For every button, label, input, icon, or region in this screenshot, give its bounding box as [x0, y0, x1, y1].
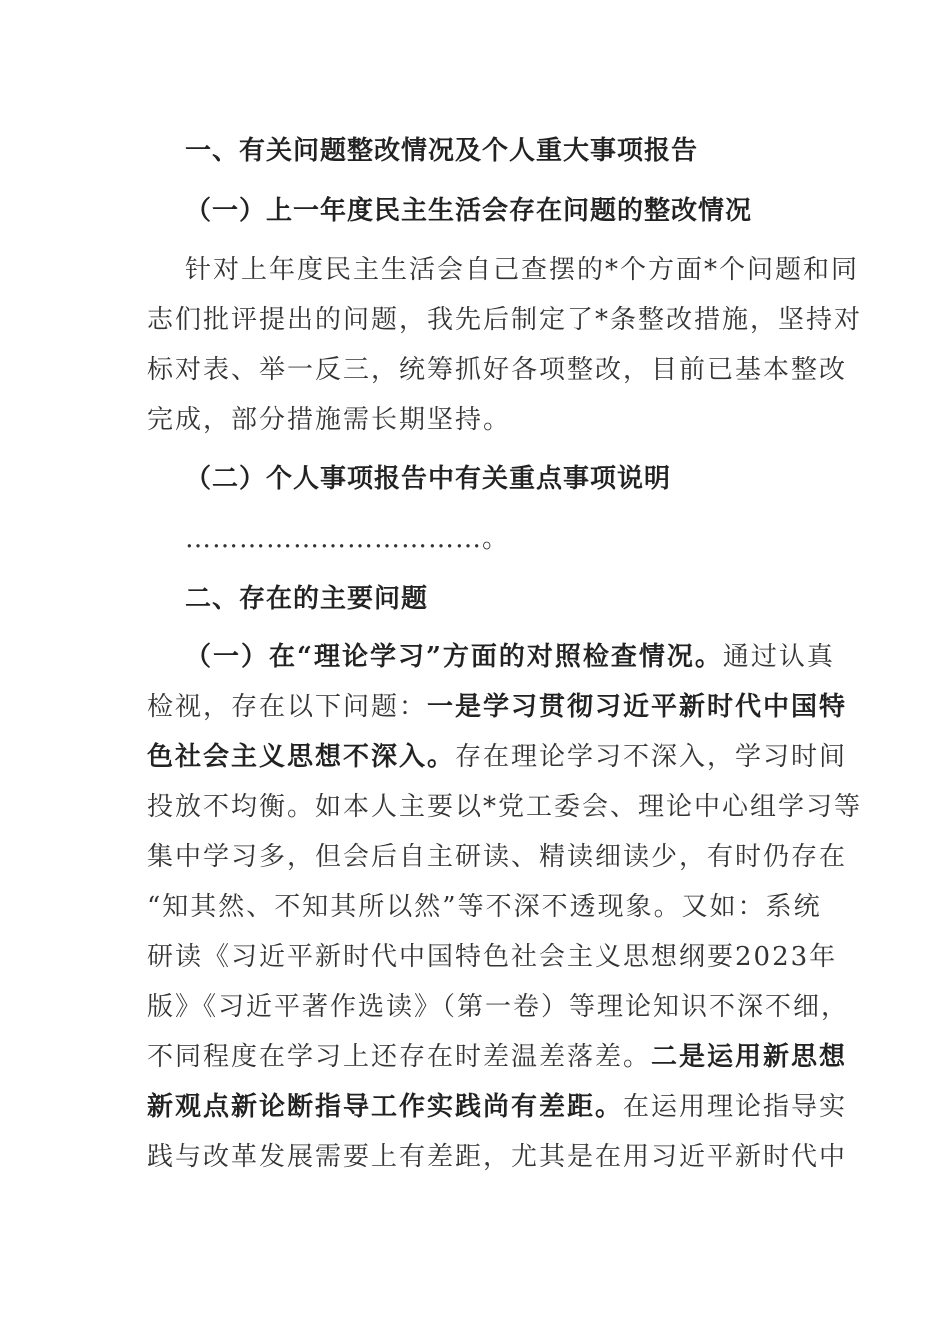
paragraph-line: 标对表、举一反三，统筹抓好各项整改，目前已基本整改: [147, 355, 848, 385]
paragraph-line: 践与改革发展需要上有差距，尤其是在用习近平新时代中: [147, 1142, 848, 1172]
paragraph-line: 研读《习近平新时代中国特色社会主义思想纲要2023年: [147, 942, 838, 972]
bold-run: 一是学习贯彻习近平新时代中国特: [427, 692, 848, 722]
bold-run: 二是运用新思想: [651, 1042, 848, 1072]
text-run: 检视，存在以下问题：: [147, 692, 428, 722]
paragraph-line: [147, 1040, 848, 1074]
subsection-heading-1-1: （一）上一年度民主生活会存在问题的整改情况: [185, 196, 753, 226]
section-heading-2: 二、存在的主要问题: [185, 584, 429, 614]
paragraph-line: 完成，部分措施需长期坚持。: [147, 405, 512, 435]
bold-run: 新观点新论断指导工作实践尚有差距。: [147, 1092, 624, 1122]
text-run: 不同程度在学习上还存在时差温差落差。: [147, 1042, 652, 1072]
subsection-heading-1-2: （二）个人事项报告中有关重点事项说明: [185, 464, 672, 494]
paragraph-line: 志们批评提出的问题，我先后制定了*条整改措施，坚持对: [147, 305, 863, 335]
paragraph-line: [185, 640, 835, 674]
paragraph-line: [147, 740, 848, 774]
paragraph-line: 针对上年度民主生活会自己查摆的*个方面*个问题和同: [185, 255, 860, 285]
ellipsis-line: ……………………………。: [185, 524, 510, 554]
subsection-heading-2-1: （一）在“理论学习”方面的对照检查情况。: [185, 642, 723, 672]
paragraph-line: 版》《习近平著作选读》（第一卷）等理论知识不深不细，: [147, 992, 850, 1022]
paragraph-line: [147, 1090, 848, 1124]
section-heading-1: 一、有关问题整改情况及个人重大事项报告: [185, 136, 699, 166]
text-run: 在运用理论指导实: [623, 1092, 848, 1122]
text-run: 通过认真: [722, 642, 835, 672]
bold-run: 色社会主义思想不深入。: [147, 742, 456, 772]
paragraph-line: [147, 690, 848, 724]
paragraph-line: “知其然、不知其所以然”等不深不透现象。又如：系统: [147, 892, 822, 922]
paragraph-line: 投放不均衡。如本人主要以*党工委会、理论中心组学习等: [147, 792, 863, 822]
text-run: 存在理论学习不深入，学习时间: [455, 742, 848, 772]
paragraph-line: 集中学习多，但会后自主研读、精读细读少，有时仍存在: [147, 842, 848, 872]
